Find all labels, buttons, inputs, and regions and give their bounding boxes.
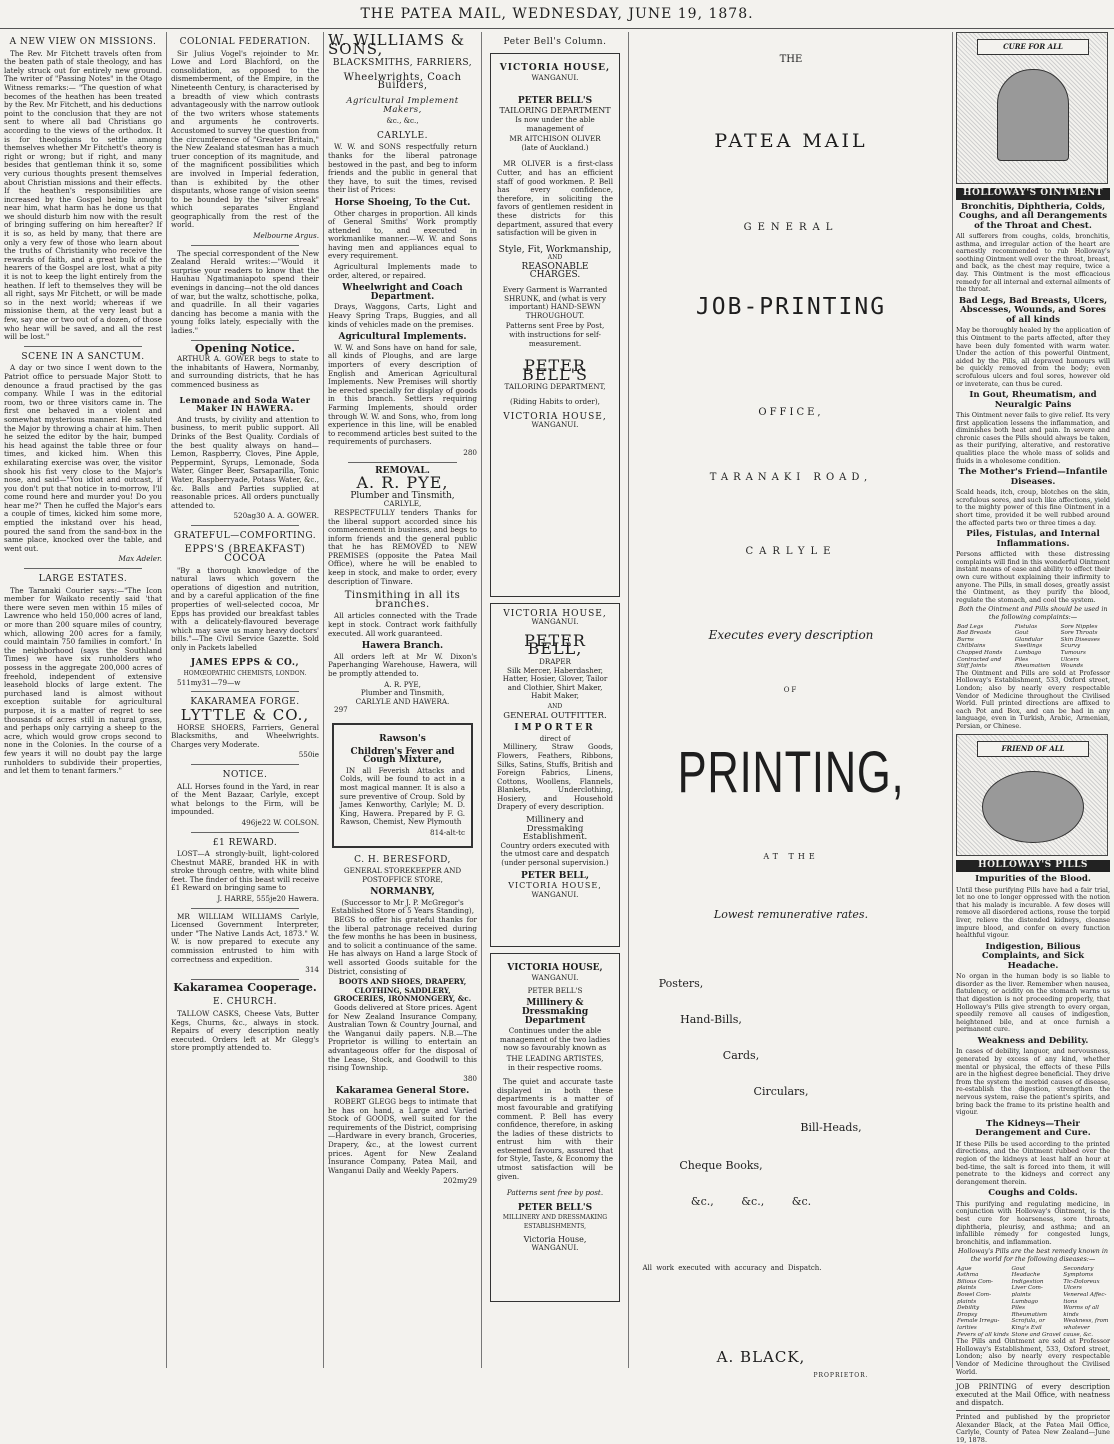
ad-body: HORSE SHOERS, Farriers, General Blacksmiths, and Wheelwrights. Charges very Moderate. — [171, 722, 319, 749]
ad-town: WANGANUI. — [531, 889, 579, 899]
table-row — [956, 637, 1110, 644]
table-cell: Scurvy — [1060, 643, 1081, 650]
ad-town: CARLYLE. — [377, 130, 428, 141]
ad-firm: LYTTLE & CO., — [180, 705, 310, 724]
table-cell: plaints — [957, 1298, 977, 1305]
article-body: The special correspondent of the New Zealand Herald writes:—"Would it surprise your readers to know that the Hauhau Ngatimaniapoto spend their evenings in dancing—not the old dances of war, but the waltz, schottische, polka, and quadrille. In all their vagaries dancing has become a mania with the young folks lately, especially with the ladies." — [171, 248, 319, 335]
ad-heading: IMPORTER — [514, 723, 596, 734]
remedy-body: Persons afflicted with these distressing complaints will find in this wonderful Ointment instant means of ease and ability to effect their own cure without explaining their infirmity to anyone. The Pills, in small doses, greatly assist the Ointment, as they purify the blood, regulate the stomach, and cool the system. — [956, 550, 1110, 604]
divider — [191, 979, 299, 980]
ad-firm: W. WILLIAMS & SONS, — [328, 31, 466, 58]
ad-town: WANGANUI. — [531, 1243, 579, 1253]
table-cell: Glandular — [1014, 636, 1043, 643]
column-rule — [952, 32, 953, 1368]
ad-firm: C. H. BERESFORD, — [354, 854, 451, 865]
ad-body: Drays, Waggons, Carts, Light and Heavy Spring Traps, Buggies, and all kinds of vehicles made on the premises. — [328, 302, 477, 329]
ad-ref: 280 — [463, 447, 477, 457]
headline: SCENE IN A SANCTUM. — [21, 351, 145, 362]
column-holloway — [956, 32, 1110, 1444]
ad-firm: PETER BELL'S — [517, 95, 593, 106]
ad-footer: All work executed with accuracy and Dispatch. — [642, 1264, 822, 1272]
paper-name: PATEA MAIL — [714, 130, 868, 152]
ad-trade: GENERAL STOREKEEPER AND POSTOFFICE STORE, — [343, 866, 462, 884]
table-cell: Worms of all — [1063, 1305, 1099, 1312]
ad-body: Goods delivered at Store prices. Agent for New Zealand Insurance Company, Australian Town & Country Journal, and the Wanganui daily papers. N.B.—The Proprietor is willing to entertain an advantageous offer for the disposal of the Lease, Stock, and Goodwill to this rising Township. — [328, 1003, 477, 1073]
table-cell: Ulcers — [1063, 1285, 1082, 1292]
ribbon-label: FRIEND OF ALL — [977, 741, 1089, 757]
ad-note: (Successor to Mr J. P. McGregor's Established Store of 5 Years Standing), — [330, 897, 475, 916]
table-cell: Rheumatism — [1011, 1311, 1048, 1318]
ad-trade: Wheelwrights, Coach Builders, — [343, 71, 462, 92]
ad-body: And trusts, by civility and attention to business, to merit public support. All Drinks of the Best Quality. Cordials of the best quality always on hand—Lemon, Raspberry, Cloves, Pine Apple, Peppermint, Syrups, Lemonade, Soda Water, Ginger Beer, Sarsaparilla, Tonic Water, Raspberryade, Potass Water, &c., &c. Balls and Parties supplied at reasonable prices. All orders punctually attended to. — [171, 414, 319, 510]
table-row — [956, 1272, 1110, 1279]
remedy-body: Scald heads, itch, croup, blotches on the skin, scrofulous sores, and such like affections, yield to the mighty power of this fine Ointment in a short time, provided it be well rubbed around the affected parts two or three times a day. — [956, 488, 1110, 527]
ad-firm: PETER BELL'S — [527, 985, 583, 995]
table-cell: Sore Nipples — [1060, 623, 1098, 630]
ad-heading: VICTORIA HOUSE, — [499, 62, 611, 73]
table-row — [956, 1266, 1110, 1273]
divider — [191, 340, 299, 341]
table-cell: Female Irregu- — [957, 1318, 1000, 1325]
ad-body: Country orders executed with the utmost care and despatch (under personal supervision.) — [500, 840, 610, 868]
ad-trade: Lemonade and Soda Water Maker IN HAWERA. — [179, 394, 311, 414]
ad-subheading: Horse Shoeing, To the Cut. — [334, 197, 471, 208]
ad-heading: GRATEFUL—COMFORTING. — [173, 530, 317, 541]
ad-trade: DRAPER — [539, 656, 571, 666]
ad-firm: HOMŒOPATHIC CHEMISTS, LONDON. — [183, 670, 307, 678]
ad-firm: A. R. PYE, — [356, 473, 449, 493]
tailoring-ad-box — [490, 53, 620, 597]
table-cell: Headache — [1011, 1272, 1041, 1279]
ad-firm: PETER BELL, — [520, 870, 590, 881]
table-row — [956, 1312, 1110, 1319]
table-cell: plaints — [1011, 1292, 1031, 1298]
remedy-body: The Pills and Ointment are sold at Professor Holloway's Establishment, 533, Oxford street, London; also by nearly every respectable Vendor of Medicine throughout the Civilised World. — [956, 1337, 1110, 1376]
table-row — [956, 1299, 1110, 1306]
ad-body: BEGS to offer his grateful thanks for the liberal patronage received during the few months he has been in business, and to solicit a continuance of the same. He has always on Hand a large Stock of well assorted Goods suitable for the District, consisting of — [328, 915, 477, 976]
table-cell: larities — [957, 1324, 977, 1331]
table-cell: Bad Breasts — [957, 630, 992, 637]
ad-town: WANGANUI. — [531, 973, 579, 983]
ad-heading: Children's Fever and Cough Mixture, — [350, 746, 455, 766]
ad-body: The quiet and accurate taste displayed in both these departments is a matter of most favourable and gratifying comment. P. Bell has every confidence, therefore, in asking the ladies of these districts to entrust him with their esteemed favours, assured that for Style, Taste, & Economy the utmost satisfaction will be given. — [497, 1077, 613, 1181]
ad-house: VICTORIA HOUSE, — [508, 881, 602, 891]
column-title: Peter Bell's Column. — [503, 37, 607, 47]
remedy-body: All sufferers from coughs, colds, bronchitis, asthma, and irregular action of the heart are earnestly recommended to rub Holloway's soothing Ointment well over the throat, breast, and back, as the chest may require, twice a day. This Ointment is the most efficacious remedy for all internal and external ailments of the throat. — [956, 232, 1110, 294]
table-row — [956, 1318, 1110, 1325]
ad-signature: 520ag30 A. A. GOWER. — [233, 511, 319, 521]
ad-body: ARTHUR A. GOWER begs to state to the inhabitants of Hawera, Normanby, and surrounding districts, that he has commenced business as — [171, 354, 319, 389]
table-cell: Symptoms — [1063, 1272, 1094, 1279]
ad-note: (late of Auckland.) — [521, 142, 589, 152]
ad-heading: Opening Notice. — [194, 341, 296, 355]
ad-highlight: REASONABLE CHARGES. — [521, 261, 589, 281]
ad-dept: TAILORING DEPARTMENT — [499, 106, 611, 116]
ad-body: Millinery, Straw Goods, Flowers, Feathers, Ribbons, Silks, Satins, Stuffs, British and Foreign Fabrics, Linens, Cottons, Woollens, Flannels, Blankets, Underclothing, Hosiery, and Household Drapery of every description. — [497, 742, 613, 812]
ad-ref: 314 — [305, 965, 319, 975]
ad-heading: Kakaramea Cooperage. — [173, 980, 317, 994]
ad-body: Silk Mercer, Haberdasher, Hatter, Hosier, Glover, Tailor and Clothier, Shirt Maker, Habit Maker, — [502, 665, 608, 701]
ad-dept: Millinery & Dressmaking Department — [521, 998, 589, 1026]
remedy-heading: Bronchitis, Diphtheria, Colds, Coughs, and all Derangements of the Throat and Chest. — [958, 201, 1108, 231]
table-cell: tions — [1063, 1298, 1078, 1305]
ad-trade: GENERAL OUTFITTER. — [503, 710, 607, 721]
divider — [191, 908, 299, 909]
remedy-heading: The Mother's Friend—Infantile Diseases. — [958, 467, 1108, 487]
ad-the: THE — [779, 54, 803, 65]
table-cell: Weakness, from — [1063, 1318, 1109, 1325]
divider — [24, 346, 142, 347]
pills-banner: HOLLOWAY'S PILLS — [956, 860, 1110, 872]
ad-body: Agricultural Implements made to order, altered, or repaired. — [328, 262, 477, 280]
ad-ref: 550ie — [298, 750, 319, 760]
article-body: The Taranaki Courier says:—"The Icon member for Waikato recently said 'that there were seven men within 15 miles of Lawrence who held 150,000 acres of land, or more than 200 square miles of country, which, allowing 200 acres for a family, could maintain 750 families in comfort.' In the neighborhood (says the Southland Times) we have six runholders who possess in the aggregate 200,000 acres of freehold, independent of extensive leasehold blocks of large extent. The purchased land is almost without exception suitable for agricultural purpose, it is a matter of regret to see thousands of acres still in natural grass, and perhaps only carrying a sheep to the acre, which would grow crops second to none in the Colonies. In the course of a few years it will no doubt pay the large runholders to subdivide their properties, and let them to tenant farmers." — [4, 585, 162, 776]
table-row — [956, 1292, 1110, 1299]
remedy-heading: Weakness and Debility. — [977, 1035, 1089, 1046]
ad-firm: JAMES EPPS & CO., — [190, 657, 300, 668]
figure-icon — [982, 771, 1084, 843]
ad-executes: Executes every description — [708, 628, 874, 642]
table-row — [956, 650, 1110, 657]
column-rule — [323, 32, 324, 1368]
ad-body: IN all Feverish Attacks and Colds, will be found to act in a most magical manner. It is also a sure preventive of Croup. Sold by James Kenworthy, Carlyle; M. D. King, Hawera. Prepared by F. G. Rawson, Chemist, New Plymouth — [340, 765, 465, 827]
table-cell: Lumbago — [1011, 1298, 1039, 1305]
proprietor-title: PROPRIETOR. — [813, 1372, 869, 1379]
ad-heading: EPPS'S (BREAKFAST) COCOA — [184, 544, 306, 565]
table-cell: Dropsy — [957, 1311, 978, 1318]
job-printing-ad — [632, 32, 950, 1379]
column-news-1 — [4, 32, 162, 1368]
ad-dept: MILLINERY AND DRESSMAKING ESTABLISHMENTS, — [502, 1214, 608, 1231]
ad-rates: Lowest remunerative rates. — [713, 908, 869, 921]
table-cell: cause, &c. — [1063, 1331, 1094, 1338]
ad-note: in their respective rooms. — [508, 1062, 602, 1072]
ad-office: OFFICE, — [758, 407, 824, 418]
remedy-heading: Piles, Fistulas, and Internal Inflammations. — [966, 529, 1100, 549]
table-row — [956, 1279, 1110, 1286]
ad-body: W. W. and Sons have on hand for sale, all kinds of Ploughs, and are large importers of every description of English and American Agricultural Implements. New Premises will shortly be erected specially for display of goods in this branch. Settlers requiring Farming Implements, should order through W. W. and Sons, who, from long experience in this line, will be enabled to recommend articles best suited to the requirements of purchasers. — [328, 342, 477, 447]
table-cell: King's Evil — [1011, 1324, 1042, 1331]
ad-heading: £1 REWARD. — [212, 837, 278, 848]
ad-town: CARLYLE, — [383, 499, 422, 509]
remedy-body: This Ointment never fails to give relief. Its very first application lessens the inflammation, and diminishes both heat and pain. In severe and chronic cases the Pills should always be taken, as their purifying, alterative, and restorative qualities place the whole mass of solids and fluids in a wholesome condition. — [956, 411, 1110, 465]
ad-subheading: Tinsmithing in all its branches. — [344, 590, 461, 610]
table-cell: Piles — [1014, 656, 1029, 663]
table-cell: Piles — [1011, 1305, 1026, 1312]
table-cell: Swellings — [1014, 643, 1043, 650]
ad-signature: 496je22 W. COLSON. — [241, 817, 319, 827]
table-cell: Venereal Affec- — [1063, 1292, 1107, 1298]
remedy-body: If these Pills be used according to the printed directions, and the Ointment rubbed over the region of the kidneys at least half an hour at bed-time, the salt is forced into them, it will penetrate to the kidneys and correct any derangement therein. — [956, 1139, 1110, 1186]
ad-heading: NOTICE. — [222, 769, 268, 780]
remedy-body: This purifying and regulating medicine, in conjunction with Holloway's Ointment, is the best cure for hoarseness, sore throats, diphtheria, pleurisy, and asthma; and an infallible remedy for congested lungs, bronchitis, and inflammation. — [956, 1199, 1110, 1246]
table-row — [956, 1305, 1110, 1312]
table-cell: Contracted and — [957, 656, 1002, 663]
ad-printing: PRINTING, — [677, 740, 905, 805]
ad-highlight: THE LEADING ARTISTES, — [506, 1053, 604, 1063]
ad-body: MR OLIVER is a first-class Cutter, and has an efficient staff of good workmen. P. Bell has every confidence, therefore, in soliciting the favors of gentlemen resident in these districts for this department, assured that every satisfaction will be given in — [497, 159, 613, 238]
ad-town: CARLYLE AND HAWERA. — [355, 696, 450, 706]
ad-dept: TAILORING DEPARTMENT, — [504, 382, 606, 392]
item-handbills: Hand-Bills, — [680, 1013, 742, 1026]
item-billheads: Bill-Heads, — [800, 1121, 862, 1134]
table-cell: Secondary — [1063, 1265, 1094, 1272]
ad-road: TARANAKI ROAD, — [709, 472, 873, 483]
ad-subheading: Hawera Branch. — [361, 641, 444, 652]
table-cell: Chapped Hands — [957, 649, 1003, 656]
divider — [348, 462, 457, 463]
remedy-heading: The Kidneys—Their Derangement and Cure. — [975, 1118, 1091, 1139]
remedy-body: May be thoroughly healed by the application of this Ointment to the parts affected, after they have been duly fomented with warm water. Under the action of this powerful Ointment, aided by the Pills, all depraved humours will be quickly removed from the body; even scrofulous ulcers and foul sores, however old or inveterate, can thus be cured. — [956, 326, 1110, 388]
ad-body: Every Garment is Warranted SHRUNK, and (what is very important) HAND-SEWN THROUGHOUT. — [502, 285, 608, 320]
complaints-table — [956, 624, 1110, 670]
table-cell: Asthma — [957, 1272, 979, 1279]
ad-heading: Kakaramea General Store. — [335, 1086, 470, 1097]
table-cell: Debility — [957, 1305, 980, 1312]
millinery-ad-box — [490, 953, 620, 1302]
table-row — [956, 657, 1110, 664]
table-cell: Gout — [1011, 1265, 1026, 1272]
ad-body: RESPECTFULLY tenders Thanks for the liberal support accorded since his commencement in business, and begs to inform friends and the general public that he has REMOVED to NEW PREMISES (opposite the Patea Mail Office), where he will be enabled to keep in stock, and make to order, every description of Tinware. — [328, 507, 477, 586]
diseases-table — [956, 1266, 1110, 1339]
ad-job-printing: JOB-PRINTING — [695, 294, 887, 320]
ad-highlight: Style, Fit, Workmanship, — [498, 244, 612, 255]
ad-of: OF — [783, 686, 799, 694]
ad-body: Continues under the able management of the two ladies now so favourably known as — [499, 1026, 611, 1053]
headline: A NEW VIEW ON MISSIONS. — [9, 37, 157, 47]
figure-icon — [997, 69, 1069, 161]
ad-signature: J. HARRE, 555je20 Hawera. — [217, 894, 319, 904]
ad-heading: REMOVAL. — [375, 465, 430, 476]
ad-house: VICTORIA HOUSE, — [503, 411, 607, 422]
table-cell: Indigestion — [1011, 1278, 1044, 1285]
ad-firm: E. CHURCH. — [213, 997, 277, 1008]
ad-trade: Plumber and Tinsmith, — [350, 490, 455, 501]
ointment-engraving-icon — [956, 32, 1108, 184]
ad-town: WANGANUI. — [531, 617, 579, 627]
ad-trade: BLACKSMITHS, FARRIERS, — [332, 58, 473, 69]
table-cell: Tumours — [1060, 649, 1086, 656]
table-caption: Holloway's Pills are the best remedy known in the world for the following diseases:— — [957, 1247, 1108, 1264]
table-cell: Bilious Com- — [957, 1278, 993, 1285]
table-cell: Chilblains — [957, 643, 986, 650]
ad-body: Other charges in proportion. All kinds of General Smiths' Work promptly attended to, and executed in workmanlike manner.—W. W. and Sons having men and appliances equal to every requirement. — [328, 208, 477, 261]
masthead: THE PATEA MAIL, WEDNESDAY, JUNE 19, 1878. — [0, 0, 1114, 29]
rawson-ad-box — [332, 723, 473, 848]
column-news-2 — [171, 32, 319, 1368]
ad-etc: &c., &c., — [386, 116, 419, 126]
ad-body: MR WILLIAM WILLIAMS Carlyle, Licensed Government Interpreter, under "The Native Lands Act, 1873." W. W. is now prepared to execute any commission entrusted to him with correctness and expedition. — [171, 911, 319, 964]
table-cell: Liver Com- — [1011, 1285, 1043, 1292]
ad-note: Patterns sent free by post. — [506, 1188, 604, 1198]
table-cell: Stiff Joints — [957, 663, 987, 670]
ad-goods: BOOTS AND SHOES, DRAPERY, CLOTHING, SADDLERY, GROCERIES, IRONMONGERY, &c. — [333, 977, 472, 1004]
article-body: The Rev. Mr Fitchett travels often from the beaten path of stale theology, and has lately struck out for entirely new ground. The writer of "Passing Notes" in the Otago Witness remarks:— "The question of what becomes of the heathen has been treated by the Rev. Mr Fitchett, and his deductions point to the conclusion that they are not sent to where all bad Christians go according to the views of the orthodox. It is for theologians to settle among themselves whether Mr Fitchett's theory is right or wrong; but if right, and many besides that gentleman think it so, some very curious thoughts present themselves about Christian missions and their effects. If the heathen's responsibilities are increased by the Gospel being brought near him, what harm has he done us that we should disturb him now with the result of bringing suffering on him hereafter? If it is so, as held by many, that there are only a very few of those who learn about the truths of Christianity who receive the rewards of faith, and a great bulk of the hearers of the Gospel are lost, what a pity it is not to keep the light entirely from the heathen. If left to themselves they will be all right, says Mr Fitchett, or will be made so in the next world; whereas if we missionise them, at the very least but a few, say one or two out of a dozen, of those who hear will be saved, and all the rest will be lost." — [4, 48, 162, 342]
article-body: Sir Julius Vogel's rejoinder to Mr. Lowe and Lord Blachford, on the consolidation, as opposed to the dismemberment, of the Empire, in the Nineteenth Century, is characterised by a breadth of view which contrasts advantageously with the narrow outlook of the two writers whose statements and arguments he controverts. Accustomed to survey the question from the circumference of "Greater Britain," the New Zealand statesman has a much truer conception of its magnitude, and of the magnificent possibilities which are involved in Imperial federation, than is exhibited by the other disputants, whose range of vision seems to be bounded by the "silver streak" which separates England geographically from the rest of the world. — [171, 48, 319, 230]
ad-ref: 814-alt-tc — [430, 827, 465, 837]
ad-and: AND — [547, 254, 563, 262]
ad-house: VICTORIA HOUSE, — [507, 962, 603, 973]
item-cheque-books: Cheque Books, — [679, 1159, 763, 1172]
ad-ref: 297 — [334, 705, 348, 715]
column-rule — [481, 32, 482, 1368]
ad-trade: Agricultural Implement Makers, — [346, 95, 459, 115]
table-cell: Stone and Gravel — [1011, 1331, 1061, 1338]
draper-ad-box — [490, 603, 620, 947]
remedy-body: Until these purifying Pills have had a fair trial, let no one to longer oppressed with the notion that his malady is incurable. A few doses will remove all disordered actions, rouse the torpid liver, relieve the distended kidneys, cleanse impure blood, and confer on every function healthful vigour. — [956, 885, 1110, 940]
table-cell: Fistulas — [1014, 623, 1038, 630]
table-row — [956, 643, 1110, 650]
ad-manager: MR AITCHISON OLIVER — [509, 134, 601, 144]
table-cell: Bowel Com- — [957, 1292, 991, 1298]
byline: Max Adeler. — [118, 554, 162, 564]
headline: COLONIAL FEDERATION. — [179, 37, 311, 47]
headline: LARGE ESTATES. — [38, 574, 128, 585]
item-posters: Posters, — [658, 977, 704, 990]
ad-body: Patterns sent Free by Post, with instructions for self-measurement. — [505, 321, 605, 348]
item-circulars: Circulars, — [753, 1085, 809, 1098]
table-cell: plaints — [957, 1285, 977, 1292]
ad-at-the: AT THE — [763, 852, 819, 861]
ad-subheading: Wheelwright and Coach Department. — [342, 283, 463, 302]
table-cell: whatever — [1063, 1324, 1090, 1331]
byline: Melbourne Argus. — [253, 231, 319, 241]
table-row — [956, 630, 1110, 637]
ad-body: ALL Horses found in the Yard, in rear of the Ment Bazaar, Carlyle, except what belongs to the Firm, will be impounded. — [171, 781, 319, 817]
remedy-heading: Coughs and Colds. — [988, 1188, 1078, 1199]
ointment-banner: HOLLOWAY'S OINTMENT — [956, 188, 1110, 200]
divider — [191, 525, 299, 526]
imprint: Printed and published by the proprietor Alexander Black, at the Patea Mail Office, Carlyle, County of Patea New Zealand—June 19, 1878. — [956, 1413, 1110, 1444]
table-cell: Lumbago — [1014, 649, 1042, 656]
ad-body: ROBERT GLEGG begs to intimate that he has on hand, a Large and Varied Stock of GOODS, well suited for the requirements of the District, comprising—Hardware in every branch, Groceries, Drapery, &c., at the lowest current prices. Agent for New Zealand Insurance Company, Patea Mail, and Wanganui Daily and Weekly Papers. — [328, 1096, 477, 1175]
table-cell: Burns — [957, 636, 974, 643]
table-cell: Rheumatism — [1014, 663, 1051, 670]
remedy-heading: Bad Legs, Bad Breasts, Ulcers, Abscesses, Wounds, and Sores of all kinds — [958, 295, 1108, 325]
ad-firm: PETER BELL'S — [517, 1202, 593, 1213]
divider — [191, 245, 299, 246]
ad-body: Is now under the able management of — [515, 114, 595, 133]
table-cell: Gout — [1014, 630, 1029, 637]
column-ads-3 — [328, 32, 477, 1368]
table-cell: Scrofula, or — [1011, 1318, 1045, 1325]
ad-town: WANGANUI. — [531, 73, 579, 83]
column-rule — [166, 32, 167, 1368]
divider — [191, 764, 299, 765]
ad-town: WANGANUI. — [531, 420, 579, 430]
table-cell: Ulcers — [1060, 656, 1080, 663]
ad-heading: KAKARAMEA FORGE. — [190, 697, 300, 708]
ad-trade: Plumber and Tinsmith, — [360, 688, 445, 698]
divider — [24, 568, 142, 569]
ad-ref: 380 — [463, 1073, 477, 1083]
ad-body: "By a thorough knowledge of the natural laws which govern the operations of digestion and nutrition, and by a careful application of the fine properties of well-selected cocoa, Mr Epps has provided our breakfast tables with a delicately-flavoured beverage which may save us many heavy doctors' bills."—The Civil Service Gazette. Sold only in Packets labelled — [171, 565, 319, 652]
ad-body: LOST—A strongly-built, light-colored Chestnut MARE, branded HK in with stroke through centre, with white blind feet. The finder of this beast will receive £1 Reward on bringing same to — [171, 849, 319, 893]
table-caption: Both the Ointment and Pills should be used in the following complaints:— — [958, 605, 1108, 621]
table-row — [956, 1285, 1110, 1292]
ad-firm: PETER BELL'S — [521, 356, 589, 384]
ad-town: CARLYLE — [745, 546, 837, 557]
remedy-heading: Impurities of the Blood. — [975, 874, 1091, 885]
remedy-body: The Ointment and Pills are sold at Professor Holloway's Establishment, 533, Oxford street, London; also by nearly every respectable Vendor of Medicine throughout the Civilised World. Full printed directions are affixed to each Pot and Box, and can be had in any language, even in Turkish, Arabic, Armenian, Persian, or Chinese. — [956, 668, 1110, 730]
ribbon-label: CURE FOR ALL — [977, 39, 1089, 55]
job-printing-notice: JOB PRINTING of every description executed at the Mail Office, with neatness and dispatch. — [956, 1383, 1110, 1408]
ad-house: Victoria House, — [523, 1234, 587, 1244]
ad-ref: 202my29 — [443, 1176, 477, 1186]
table-cell: kinds — [1063, 1311, 1079, 1318]
ad-body: W. W. and SONS respectfully return thanks for the liberal patronage bestowed in the past, and beg to inform friends and the public in general that they have, to suit the times, revised their list of Prices: — [328, 142, 477, 195]
ad-and: AND — [547, 702, 563, 710]
table-row — [956, 624, 1110, 631]
ad-firm: A. R. PYE, — [384, 679, 421, 689]
divider — [191, 691, 299, 692]
article-body: A day or two since I went down to the Patriot office to persuade Major Stott to denounce a fraud practised by the gas company. While I was in the editorial room, two or three visitors came in. The first one behaved in a violent and somewhat mysterious manner. He saluted the Major by throwing a chair at him. Then he seized the editor by the hair, bumped his head against the table three or four times, and kicked him. When this exhilarating exercise was over, the visitor shook his fist very close to the Major's nose, and said—"You idiot and outcast, if you don't put that notice in to-morrow, I'll come round here and murder you! Do you hear me?" Then he cuffed the Major's ears a couple of times, kicked him some more, emptied the inkstand over his head, poured the sand from the sand-box in the same place, knocked over the table, and went out. — [4, 363, 162, 553]
ad-general: GENERAL — [743, 222, 839, 233]
table-row — [956, 1325, 1110, 1332]
remedy-heading: In Gout, Rheumatism, and Neuralgic Pains — [969, 390, 1097, 410]
table-cell: Tic-Doloreux — [1063, 1278, 1100, 1285]
proprietor-name: A. BLACK, — [716, 1348, 806, 1366]
ad-ref: 511my31—79—w — [177, 677, 241, 687]
item-cards: Cards, — [722, 1049, 760, 1062]
table-cell: Fevers of all kinds — [957, 1331, 1009, 1338]
table-cell: Wounds — [1060, 663, 1084, 670]
divider — [191, 832, 299, 833]
ad-subheading: Millinery and Dressmaking Establishment. — [522, 815, 588, 843]
table-cell: Skin Diseases — [1060, 636, 1100, 643]
ad-heading: Rawson's — [379, 733, 426, 744]
ad-subheading: Agricultural Implements. — [338, 332, 467, 343]
ad-firm: PETER BELL, — [524, 630, 586, 659]
item-etc: &c., &c., &c. — [690, 1195, 812, 1208]
ad-town: NORMANBY, — [370, 887, 435, 898]
ad-house: VICTORIA HOUSE, — [503, 608, 607, 619]
table-cell: Bad Legs — [957, 623, 984, 630]
table-cell: Ague — [957, 1265, 972, 1272]
ad-body: TALLOW CASKS, Cheese Vats, Butter Kegs, Churns, &c., always in stock. Repairs of every description neatly executed. Orders left at Mr Glegg's store promptly attended to. — [171, 1009, 319, 1053]
pills-engraving-icon — [956, 734, 1108, 856]
ad-note: (Riding Habits to order), — [510, 397, 600, 406]
remedy-heading: Indigestion, Bilious Complaints, and Sick Headache. — [981, 941, 1085, 971]
table-cell: Sore Throats — [1060, 630, 1098, 637]
ad-note: direct of — [539, 733, 571, 743]
ad-body: All orders left at Mr W. Dixon's Paperhanging Warehouse, Hawera, will be promptly attended to. — [328, 651, 477, 678]
ad-body: All articles connected with the Trade kept in stock. Contract work faithfully executed. All work guaranteed. — [328, 611, 477, 638]
remedy-body: In cases of debility, languor, and nervousness, generated by excess of any kind, whether mental or physical, the effects of these Pills are in the highest degree beneficial. They drive from the system the morbid causes of disease, re-establish the digestion, strengthen the nervous system, raise the patient's spirits, and bring back the frame to its pristine health and vigour. — [956, 1047, 1110, 1117]
remedy-body: No organ in the human body is so liable to disorder as the liver. Remember when nausea, flatulency, or acidity on the stomach warns us that digestion is not proceeding properly, that Holloway's Pills give strength to every organ, speedily remove all causes of indigestion, heightened bile, and at once furnish a permanent cure. — [956, 972, 1110, 1034]
